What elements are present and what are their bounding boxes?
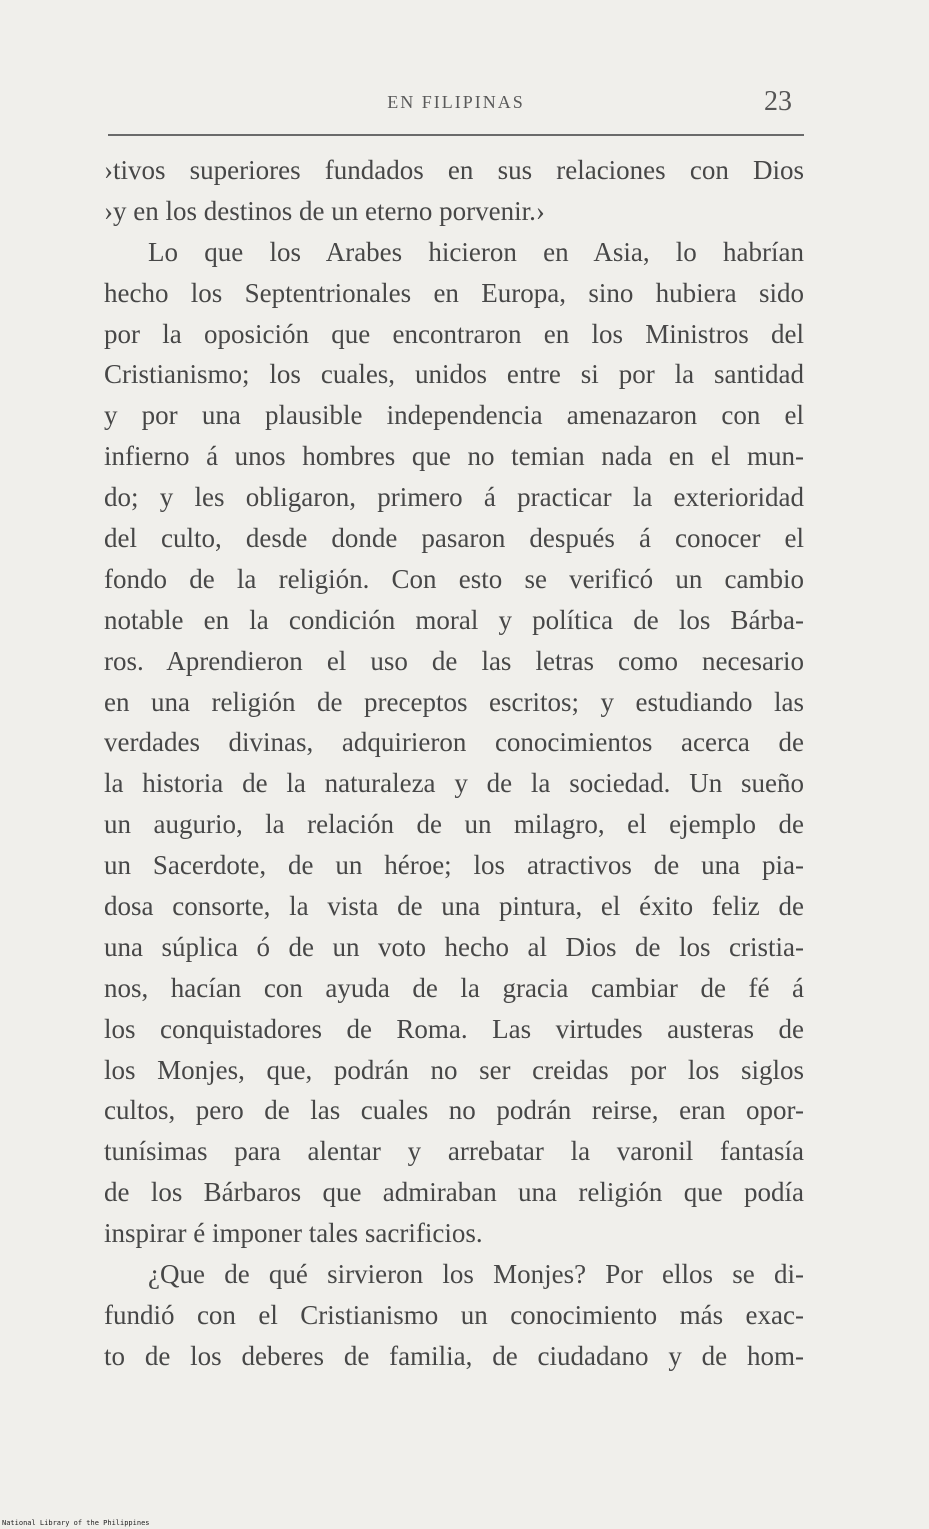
text-line: to de los deberes de familia, de ciudadano y de hom- <box>104 1340 804 1371</box>
text-line: por la oposición que encontraron en los Ministros del <box>104 318 804 349</box>
text-line: do; y les obligaron, primero á practicar la exterioridad <box>104 482 804 513</box>
text-line: notable en la condición moral y política de los Bárba- <box>104 604 804 635</box>
library-credit: National Library of the Philippines <box>2 1519 150 1527</box>
text-line: ¿Que de qué sirvieron los Monjes? Por ellos se di- <box>148 1259 804 1290</box>
text-line: inspirar é imponer tales sacrificios. <box>104 1218 483 1249</box>
page-header <box>108 82 804 136</box>
text-line: los Monjes, que, podrán no ser creidas por los siglos <box>104 1054 804 1085</box>
text-line: cultos, pero de las cuales no podrán reirse, eran opor- <box>104 1095 804 1126</box>
text-line: verdades divinas, adquirieron conocimientos acerca de <box>104 727 804 758</box>
running-head: EN FILIPINAS <box>387 92 525 112</box>
text-line: Lo que los Arabes hicieron en Asia, lo habrían <box>148 236 804 267</box>
text-line: ros. Aprendieron el uso de las letras como necesario <box>104 645 804 676</box>
text-line: dosa consorte, la vista de una pintura, el éxito feliz de <box>104 891 804 922</box>
text-line: los conquistadores de Roma. Las virtudes austeras de <box>104 1013 804 1044</box>
text-line: ›y en los destinos de un eterno porvenir.› <box>104 195 545 226</box>
text-line: de los Bárbaros que admiraban una religión que podía <box>104 1177 804 1208</box>
text-line: fondo de la religión. Con esto se verificó un cambio <box>104 563 804 594</box>
body-text <box>104 150 804 1377</box>
text-line: tunísimas para alentar y arrebatar la varonil fantasía <box>104 1136 804 1167</box>
text-line: nos, hacían con ayuda de la gracia cambiar de fé á <box>104 972 804 1003</box>
text-line: ›tivos superiores fundados en sus relaciones con Dios <box>104 155 804 185</box>
text-line: fundió con el Cristianismo un conocimiento más exac- <box>104 1299 804 1330</box>
text-line: del culto, desde donde pasaron después á conocer el <box>104 523 804 554</box>
text-line: hecho los Septentrionales en Europa, sino hubiera sido <box>104 277 804 308</box>
text-line: Cristianismo; los cuales, unidos entre si por la santidad <box>104 359 804 390</box>
text-line: un Sacerdote, de un héroe; los atractivos de una pia- <box>104 850 804 881</box>
text-line: y por una plausible independencia amenazaron con el <box>104 400 804 431</box>
text-line: un augurio, la relación de un milagro, el ejemplo de <box>104 809 804 840</box>
text-line: la historia de la naturaleza y de la sociedad. Un sueño <box>104 768 804 799</box>
text-line: una súplica ó de un voto hecho al Dios de los cristia- <box>104 931 804 962</box>
text-line: infierno á unos hombres que no temian nada en el mun- <box>104 441 804 472</box>
page-number: 23 <box>764 86 792 117</box>
text-line: en una religión de preceptos escritos; y estudiando las <box>104 686 804 717</box>
